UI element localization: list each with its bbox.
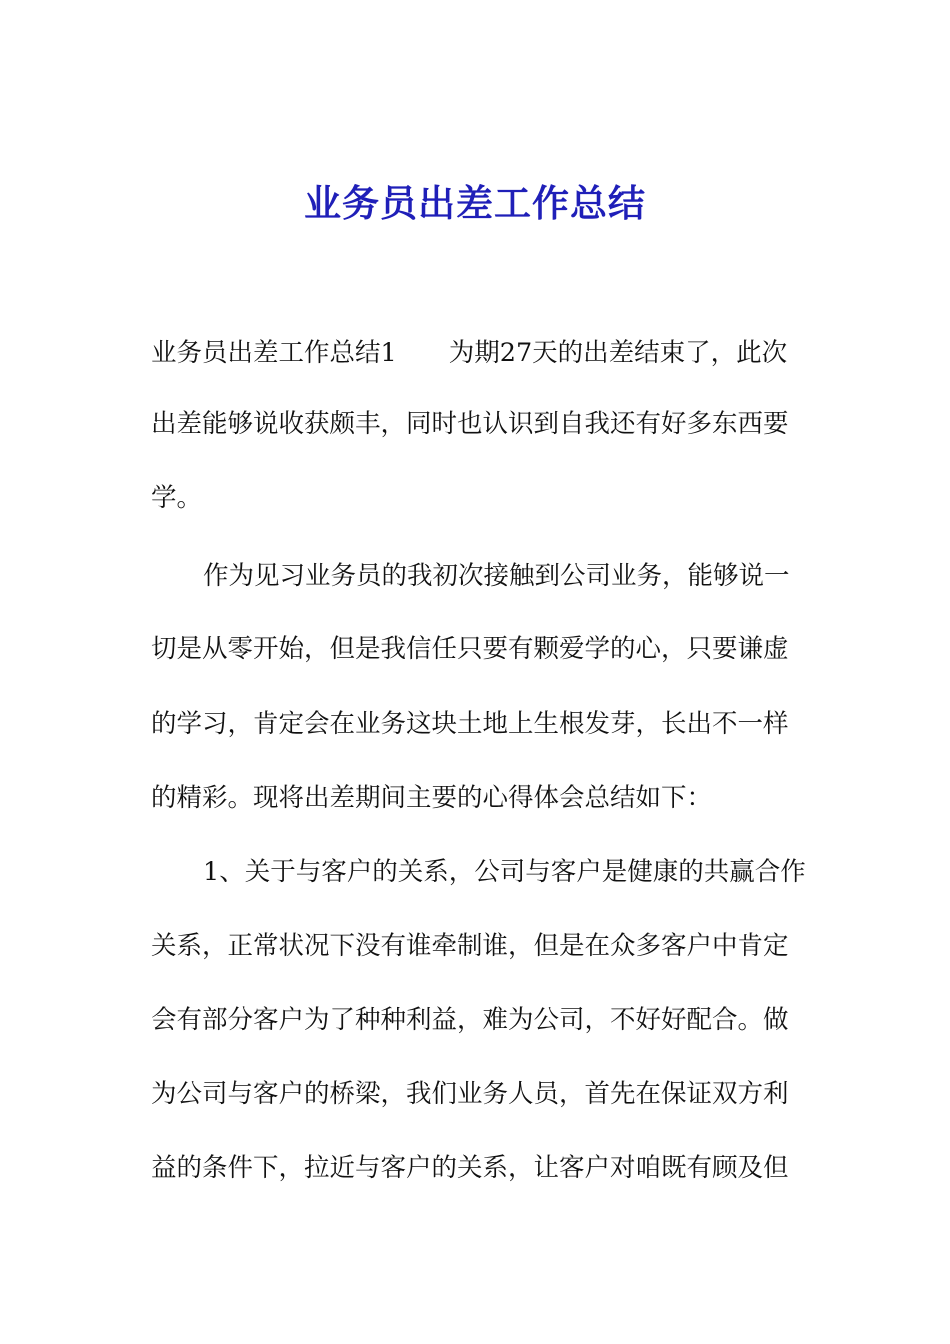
text-line-1 [151, 333, 811, 373]
text-line-3: 学。 [151, 483, 203, 513]
section-heading: 业务员出差工作总结1 [151, 338, 397, 368]
document-title: 业务员出差工作总结 [304, 181, 646, 225]
text-line-5: 切是从零开始，但是我信任只要有颗爱学的心，只要谦虚 [151, 634, 789, 664]
text-line-4: 作为见习业务员的我初次接触到公司业务，能够说一 [203, 561, 790, 591]
text-line-6: 的学习，肯定会在业务这块土地上生根发芽，长出不一样 [151, 709, 789, 739]
text-line-10: 会有部分客户为了种种利益，难为公司，不好好配合。做 [151, 1005, 789, 1035]
text-line-11: 为公司与客户的桥梁，我们业务人员，首先在保证双方利 [151, 1079, 789, 1109]
text-line-12: 益的条件下，拉近与客户的关系，让客户对咱既有顾及但 [151, 1153, 789, 1183]
text-line-8: 1、关于与客户的关系，公司与客户是健康的共赢合作 [203, 857, 806, 887]
text-line-7: 的精彩。现将出差期间主要的心得体会总结如下： [151, 783, 713, 813]
text-line-1-body: 为期27天的出差结束了，此次 [448, 338, 788, 368]
text-line-2: 出差能够说收获颇丰，同时也认识到自我还有好多东西要 [151, 409, 789, 439]
text-line-9: 关系，正常状况下没有谁牵制谁，但是在众多客户中肯定 [151, 931, 789, 961]
